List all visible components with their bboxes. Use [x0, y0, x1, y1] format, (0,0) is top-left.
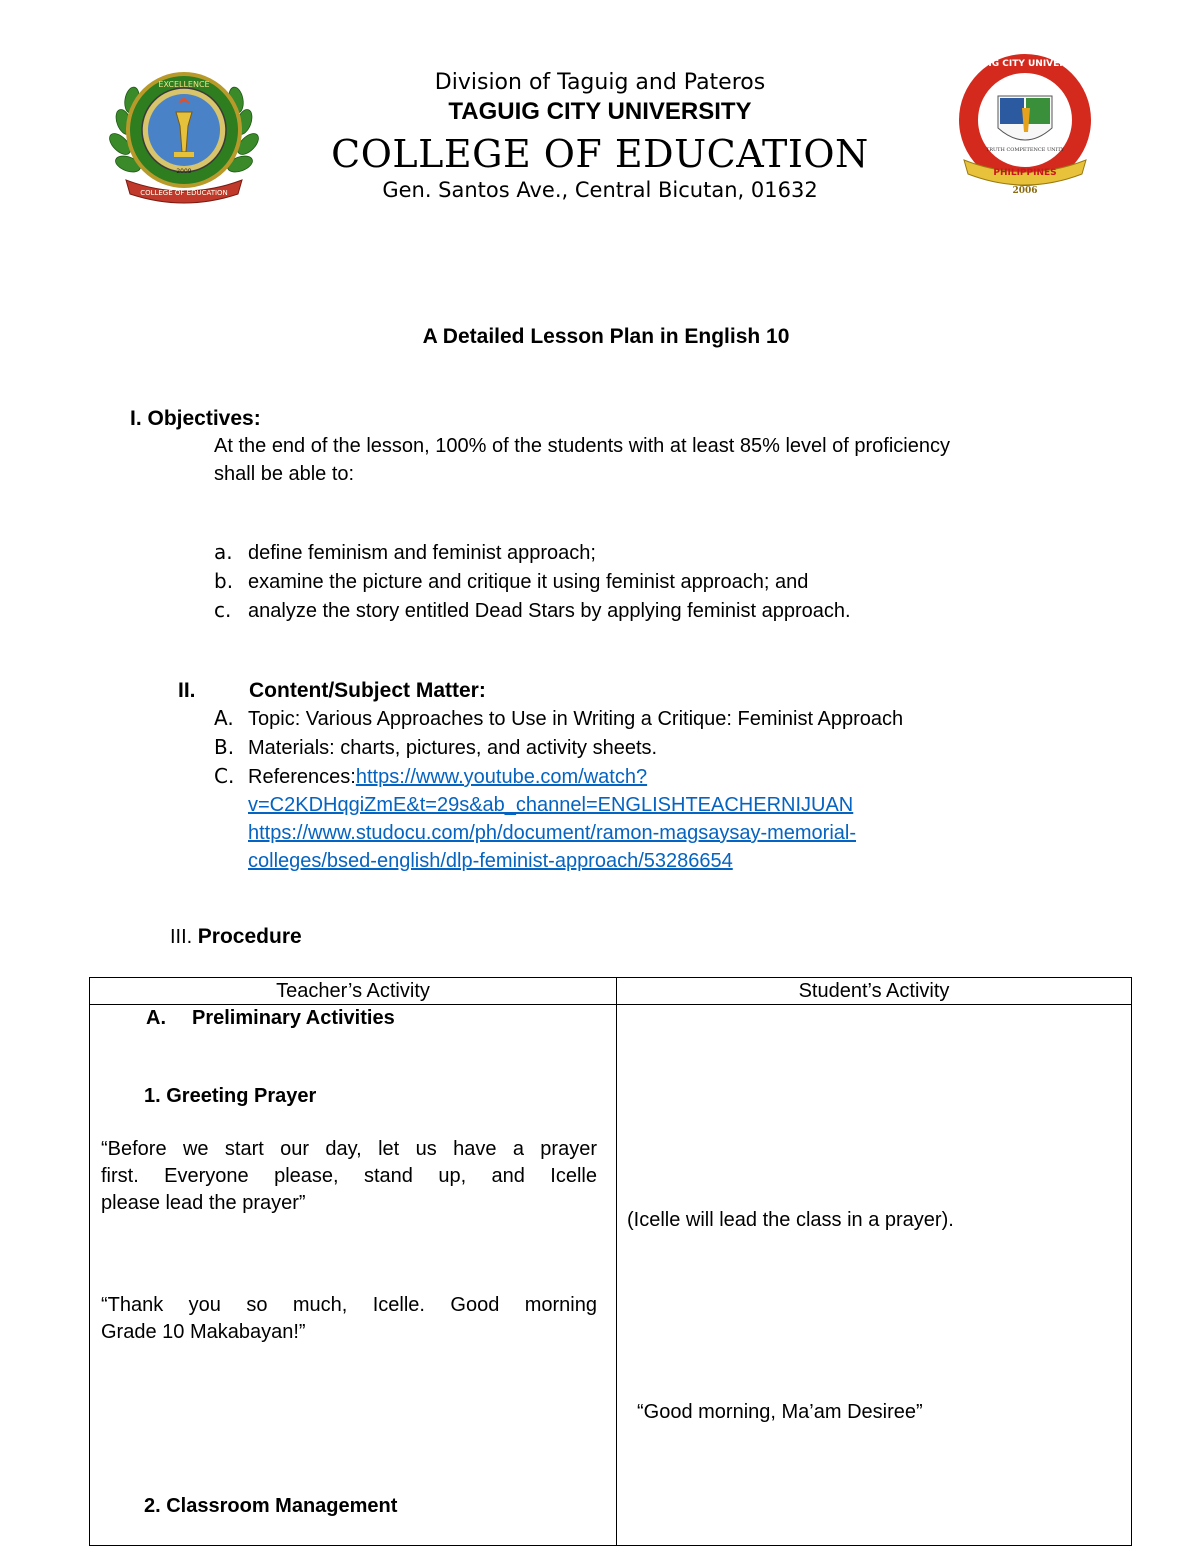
svg-text:PHILIPPINES: PHILIPPINES	[993, 168, 1057, 178]
greeting-prayer-heading: 1. Greeting Prayer	[144, 1085, 317, 1107]
content-list	[214, 704, 903, 875]
svg-text:COLLEGE OF EDUCATION: COLLEGE OF EDUCATION	[140, 189, 228, 197]
teacher-prayer-quote: “Before we start our day, let us have a prayer first. Everyone please, stand up, and Icelle please lead the prayer”	[101, 1138, 597, 1214]
preliminary-activities-heading: A. Preliminary Activities	[146, 1007, 395, 1029]
procedure-heading: III. Procedure	[170, 925, 302, 948]
teacher-greeting-quote: “Thank you so much, Icelle. Good morning Grade 10 Makabayan!”	[101, 1294, 597, 1343]
content-topic: A. Topic: Various Approaches to Use in Writing a Critique: Feminist Approach	[214, 706, 904, 730]
college-name: COLLEGE OF EDUCATION	[331, 132, 869, 176]
teacher-activity-header: Teacher’s Activity	[90, 978, 617, 1005]
university-address: Gen. Santos Ave., Central Bicutan, 01632	[382, 178, 818, 202]
teacher-activity-cell	[90, 1005, 617, 1546]
procedure-table	[89, 977, 1132, 1546]
studocu-reference-link[interactable]: https://www.studocu.com/ph/document/ramon-magsaysay-memorial-	[248, 822, 857, 844]
youtube-reference-link-cont[interactable]: v=C2KDHqgiZmE&t=29s&ab_channel=ENGLISHTEACHERNIJUAN	[248, 794, 854, 816]
taguig-city-university-seal	[950, 48, 1100, 198]
svg-text:TRUTH COMPETENCE UNITY: TRUTH COMPETENCE UNITY	[985, 147, 1065, 153]
classroom-management-heading: 2. Classroom Management	[144, 1495, 398, 1517]
svg-text:2006: 2006	[1012, 186, 1038, 196]
content-heading: Content/Subject Matter:	[249, 679, 486, 702]
youtube-reference-link[interactable]: https://www.youtube.com/watch?	[355, 766, 648, 788]
svg-text:TAGUIG CITY UNIVERSITY: TAGUIG CITY UNIVERSITY	[961, 59, 1089, 69]
studocu-reference-link-cont[interactable]: colleges/bsed-english/dlp-feminist-approach/53286654	[248, 850, 733, 872]
lesson-plan-title: A Detailed Lesson Plan in English 10	[422, 325, 790, 348]
student-activity-header: Student’s Activity	[617, 978, 1132, 1005]
content-references: C. References:https://www.youtube.com/watch?	[214, 764, 648, 788]
svg-text:EXCELLENCE: EXCELLENCE	[158, 80, 210, 89]
objective-item: a. define feminism and feminist approach;	[214, 540, 596, 564]
division-name: Division of Taguig and Pateros	[434, 70, 766, 95]
student-greeting-response: “Good morning, Ma’am Desiree”	[637, 1401, 923, 1423]
svg-text:2009: 2009	[176, 168, 192, 175]
college-of-education-logo	[104, 52, 264, 212]
objectives-heading: I. Objectives:	[130, 407, 261, 430]
student-activity-cell	[617, 1005, 1132, 1546]
content-numeral: II.	[178, 679, 196, 702]
objective-item: c. analyze the story entitled Dead Stars by applying feminist approach.	[214, 598, 851, 622]
objectives-list	[214, 538, 851, 625]
objectives-intro: At the end of the lesson, 100% of the students with at least 85% level of proficiency shall be able to:	[214, 435, 950, 485]
university-name: TAGUIG CITY UNIVERSITY	[448, 98, 752, 125]
content-materials: B. Materials: charts, pictures, and activity sheets.	[214, 735, 658, 759]
objective-item: b. examine the picture and critique it using feminist approach; and	[214, 569, 809, 593]
student-prayer-response: (Icelle will lead the class in a prayer).	[627, 1209, 954, 1231]
